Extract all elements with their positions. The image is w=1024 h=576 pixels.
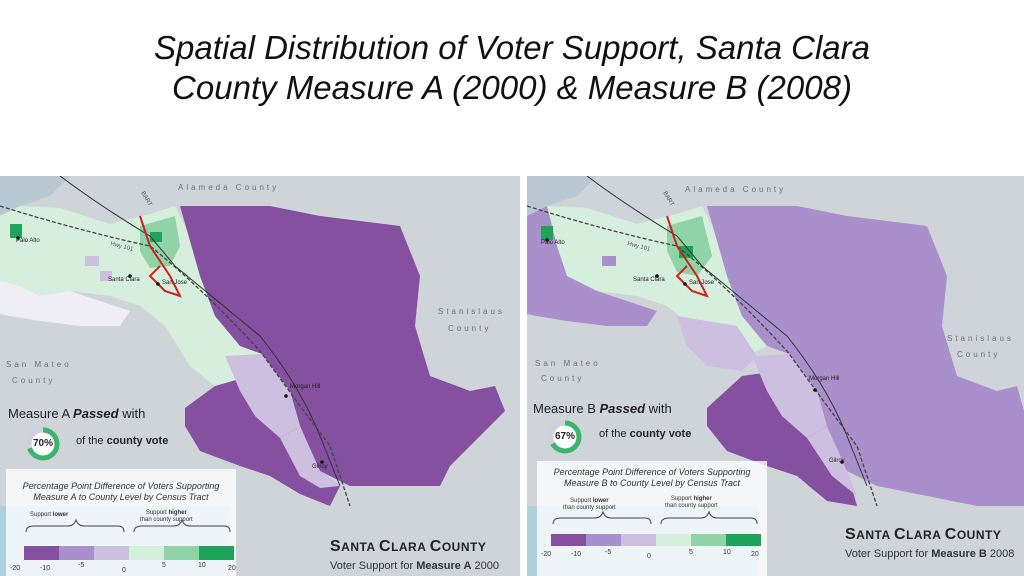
legend-higher-suffix: than county support bbox=[665, 503, 718, 509]
title-line-1: Spatial Distribution of Voter Support, Santa Clara bbox=[154, 29, 870, 66]
city-label-santa-clara: Santa Clara bbox=[633, 277, 665, 283]
city-label-san-jose: San Jose bbox=[689, 280, 715, 286]
county-title-c2: C bbox=[944, 526, 957, 543]
measure-suffix: with bbox=[645, 401, 672, 416]
county-title-c1: C bbox=[379, 538, 392, 555]
legend-higher-bold: higher bbox=[693, 496, 712, 502]
region-label-stanislaus-2: County bbox=[957, 350, 1001, 359]
county-vote-bold: county vote bbox=[106, 435, 169, 447]
brace-lower bbox=[553, 512, 651, 524]
highway-label-bart: BART bbox=[661, 190, 675, 208]
county-title-c1: C bbox=[894, 526, 907, 543]
legend-lower-bold: lower bbox=[592, 498, 609, 504]
region-label-stanislaus-1: Stanislaus bbox=[947, 334, 1014, 343]
legend-color-ramp bbox=[24, 546, 234, 560]
county-title-lara: LARA bbox=[391, 540, 430, 554]
measure-suffix: with bbox=[118, 406, 146, 421]
region-label-stanislaus-2: County bbox=[448, 324, 492, 333]
county-title-s: S bbox=[845, 526, 857, 543]
city-dot-morgan-hill bbox=[284, 394, 288, 398]
tick-10: 10 bbox=[723, 549, 731, 556]
county-subtitle bbox=[845, 548, 1014, 560]
county-vote-prefix: of the bbox=[599, 428, 630, 440]
region-label-san-mateo-2: County bbox=[541, 374, 585, 383]
county-title-ounty: OUNTY bbox=[956, 528, 1002, 542]
measure-passed: Passed bbox=[599, 401, 646, 416]
measure-passed-line bbox=[533, 401, 672, 416]
county-subtitle bbox=[330, 560, 499, 572]
swatch-0-to-5 bbox=[656, 534, 691, 546]
swatch-5-to-10 bbox=[691, 534, 726, 546]
legend-braces bbox=[551, 510, 761, 534]
city-dot-san-jose bbox=[683, 282, 687, 286]
legend-lower-prefix: Support bbox=[30, 512, 53, 518]
tick-minus-10: -10 bbox=[40, 565, 51, 572]
city-label-gilroy: Gilroy bbox=[312, 464, 328, 470]
tick-20: 20 bbox=[751, 551, 759, 558]
subtitle-year: 2000 bbox=[471, 560, 499, 572]
county-title bbox=[845, 526, 1001, 544]
highway-label-101: Hwy 101 bbox=[109, 241, 134, 253]
region-label-stanislaus-1: Stanislaus bbox=[438, 307, 505, 316]
tick-5: 5 bbox=[689, 549, 693, 556]
region-label-alameda: Alameda County bbox=[685, 185, 787, 194]
subtitle-prefix: Voter Support for bbox=[330, 560, 417, 572]
highway-label-101: Hwy 101 bbox=[626, 241, 651, 253]
measure-prefix: Measure A bbox=[8, 406, 74, 421]
swatch-minus-20-to-10 bbox=[24, 546, 59, 560]
region-label-san-mateo-2: County bbox=[12, 376, 56, 385]
tract-east-sj bbox=[150, 232, 162, 242]
measure-passed: Passed bbox=[73, 406, 119, 421]
swatch-10-to-20 bbox=[726, 534, 761, 546]
legend-lower-prefix: Support bbox=[570, 498, 593, 504]
tick-20: 20 bbox=[228, 565, 236, 572]
legend-braces bbox=[24, 518, 234, 548]
swatch-minus-10-to-5 bbox=[59, 546, 94, 560]
swatch-10-to-20 bbox=[199, 546, 234, 560]
tract-palo-alto bbox=[541, 226, 553, 240]
county-title-ounty: OUNTY bbox=[441, 540, 487, 554]
map-panel-measure-a bbox=[0, 176, 520, 576]
tract-west-valley bbox=[602, 256, 616, 266]
region-label-alameda: Alameda County bbox=[178, 183, 280, 192]
city-label-morgan-hill: Morgan Hill bbox=[290, 384, 321, 390]
county-vote-bold: county vote bbox=[629, 428, 692, 440]
legend-higher-bold: higher bbox=[168, 510, 187, 516]
county-vote-line bbox=[599, 428, 691, 440]
tick-minus-5: -5 bbox=[78, 562, 85, 569]
county-title bbox=[330, 538, 486, 556]
measure-prefix: Measure B bbox=[533, 401, 600, 416]
county-title-lara: LARA bbox=[906, 528, 945, 542]
city-dot-morgan-hill bbox=[813, 388, 817, 392]
swatch-0-to-5 bbox=[129, 546, 164, 560]
tick-minus-20: -20 bbox=[541, 551, 552, 558]
measure-passed-line bbox=[8, 406, 145, 421]
legend-higher-prefix: Support bbox=[145, 510, 169, 516]
swatch-5-to-10 bbox=[164, 546, 199, 560]
legend-title-line-1: Percentage Point Difference of Voters Supporting bbox=[22, 481, 220, 491]
slide-title bbox=[60, 28, 964, 108]
tick-5: 5 bbox=[162, 562, 166, 569]
highway-label-bart: BART bbox=[139, 190, 153, 208]
county-title-c2: C bbox=[429, 538, 442, 555]
subtitle-prefix: Voter Support for bbox=[845, 548, 932, 560]
title-line-2: County Measure A (2000) & Measure B (2008) bbox=[172, 69, 852, 106]
legend-higher-prefix: Support bbox=[670, 496, 694, 502]
city-label-palo-alto: Palo Alto bbox=[541, 240, 565, 246]
tick-zero: 0 bbox=[647, 553, 651, 560]
region-label-san-mateo-1: San Mateo bbox=[6, 360, 72, 369]
tick-zero: 0 bbox=[122, 567, 126, 574]
county-title-anta: ANTA bbox=[341, 540, 379, 554]
county-vote-line bbox=[76, 435, 168, 447]
county-vote-prefix: of the bbox=[76, 435, 107, 447]
subtitle-bold: Measure A bbox=[416, 560, 472, 572]
map-panel-measure-b bbox=[527, 176, 1024, 576]
subtitle-year: 2008 bbox=[986, 548, 1015, 560]
city-label-gilroy: Gilroy bbox=[829, 458, 845, 464]
legend-title-line-2: Measure B to County Level by Census Tract bbox=[564, 478, 740, 488]
subtitle-bold: Measure B bbox=[931, 548, 987, 560]
tract-palo-alto bbox=[10, 224, 22, 238]
swatch-minus-5-to-0 bbox=[94, 546, 129, 560]
legend-color-ramp bbox=[551, 534, 761, 546]
tick-minus-5: -5 bbox=[605, 549, 612, 556]
region-label-san-mateo-1: San Mateo bbox=[535, 359, 601, 368]
city-label-san-jose: San Jose bbox=[162, 280, 188, 286]
county-title-s: S bbox=[330, 538, 342, 555]
vote-percent: 67% bbox=[554, 431, 575, 442]
city-label-santa-clara: Santa Clara bbox=[108, 277, 140, 283]
legend-higher-label bbox=[665, 496, 718, 510]
city-label-palo-alto: Palo Alto bbox=[16, 238, 40, 244]
tick-minus-20: -20 bbox=[10, 565, 21, 572]
legend-lower-suffix: than county support bbox=[563, 505, 616, 511]
legend-title-line-1: Percentage Point Difference of Voters Supporting bbox=[553, 467, 751, 477]
swatch-minus-20-to-10 bbox=[551, 534, 586, 546]
legend-title-line-2: Measure A to County Level by Census Tract bbox=[33, 492, 209, 502]
legend-higher-suffix: than county support bbox=[140, 517, 193, 523]
swatch-minus-5-to-0 bbox=[621, 534, 656, 546]
tick-minus-10: -10 bbox=[571, 551, 582, 558]
city-dot-san-jose bbox=[156, 282, 160, 286]
county-title-anta: ANTA bbox=[856, 528, 894, 542]
tick-10: 10 bbox=[198, 562, 206, 569]
brace-lower bbox=[26, 520, 124, 532]
swatch-minus-10-to-5 bbox=[586, 534, 621, 546]
brace-higher bbox=[661, 512, 757, 524]
tract-west-valley bbox=[85, 256, 99, 266]
legend-lower-bold: lower bbox=[52, 512, 69, 518]
city-label-morgan-hill: Morgan Hill bbox=[809, 376, 840, 382]
brace-higher bbox=[134, 520, 230, 532]
vote-percent: 70% bbox=[32, 438, 53, 449]
